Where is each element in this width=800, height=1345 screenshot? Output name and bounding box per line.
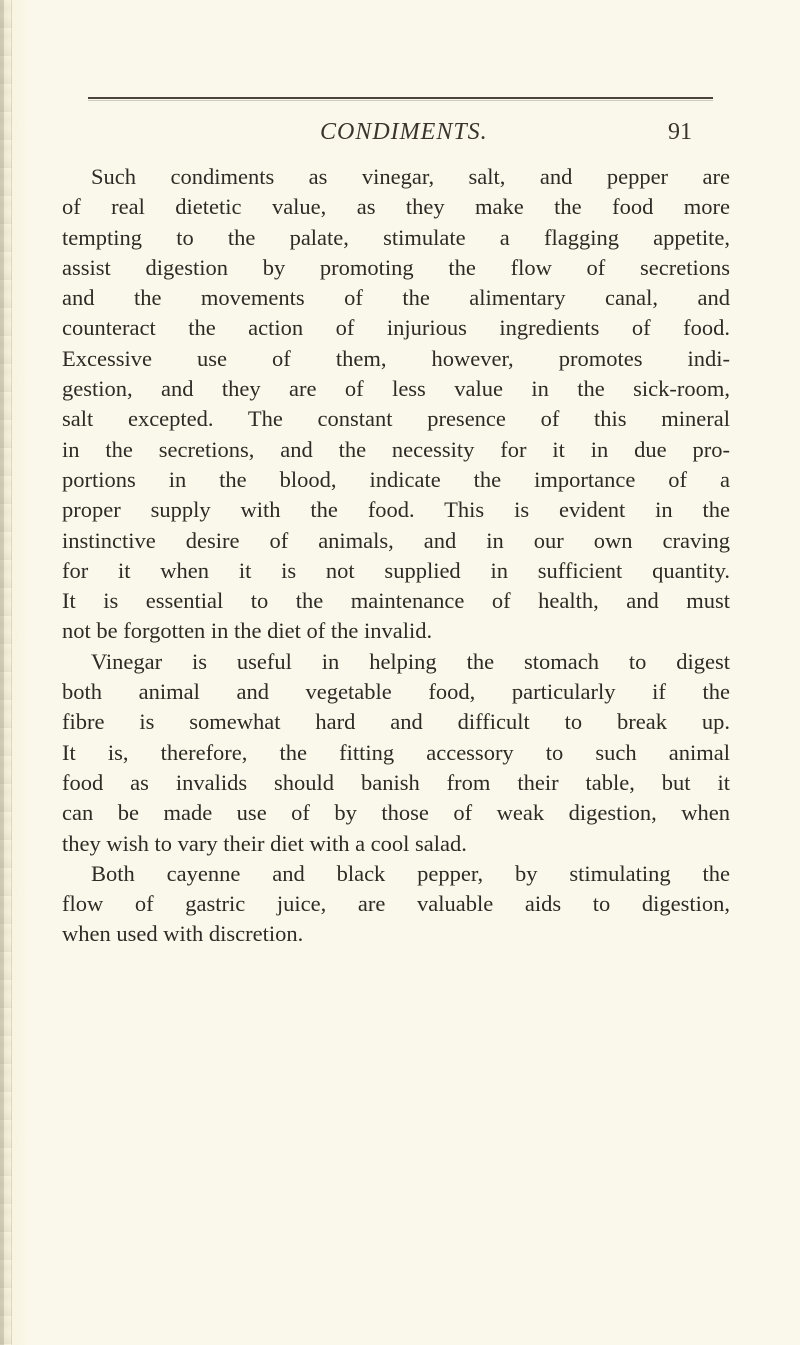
page-spine-shadow	[0, 0, 4, 1345]
running-head	[0, 116, 800, 152]
text-line: Both cayenne and black pepper, by stimulating the	[91, 860, 730, 886]
paragraph	[62, 647, 730, 859]
text-line: gestion, and they are of less value in the sick-room,	[62, 376, 730, 402]
text-line: fibre is somewhat hard and difficult to break up.	[62, 709, 730, 735]
text-line: counteract the action of injurious ingredients of food.	[62, 315, 730, 341]
text-line: It is essential to the maintenance of health, and must	[62, 588, 730, 614]
text-line: can be made use of by those of weak digestion, when	[62, 800, 730, 826]
header-rule	[88, 97, 713, 99]
body-text	[62, 162, 730, 950]
running-title: CONDIMENTS.	[320, 119, 488, 145]
text-line: in the secretions, and the necessity for it in due pro-	[62, 436, 730, 462]
paragraph	[62, 859, 730, 950]
text-line: food as invalids should banish from their table, but it	[62, 769, 730, 795]
text-line: for it when it is not supplied in sufficient quantity.	[62, 557, 730, 583]
text-line: not be forgotten in the diet of the invalid.	[62, 618, 433, 644]
text-line: proper supply with the food. This is evident in the	[62, 497, 730, 523]
text-line: of real dietetic value, as they make the food more	[62, 194, 730, 220]
paragraph	[62, 162, 730, 647]
text-line: Vinegar is useful in helping the stomach to digest	[91, 648, 730, 674]
text-line: salt excepted. The constant presence of this mineral	[62, 406, 730, 432]
text-line: and the movements of the alimentary canal, and	[62, 285, 730, 311]
text-line: It is, therefore, the fitting accessory to such animal	[62, 739, 730, 765]
text-line: when used with discretion.	[62, 921, 304, 947]
page-number: 91	[668, 119, 692, 145]
text-line: portions in the blood, indicate the importance of a	[62, 466, 730, 492]
text-line: both animal and vegetable food, particularly if the	[62, 679, 730, 705]
header-rule-shadow	[88, 100, 713, 101]
text-line: assist digestion by promoting the flow of secretions	[62, 254, 730, 280]
text-line: tempting to the palate, stimulate a flagging appetite,	[62, 224, 730, 250]
text-line: Excessive use of them, however, promotes indi-	[62, 345, 730, 371]
text-line: instinctive desire of animals, and in our own craving	[62, 527, 730, 553]
text-line: they wish to vary their diet with a cool salad.	[62, 830, 467, 856]
text-line: flow of gastric juice, are valuable aids to digestion,	[62, 891, 730, 917]
text-line: Such condiments as vinegar, salt, and pepper are	[91, 164, 730, 189]
